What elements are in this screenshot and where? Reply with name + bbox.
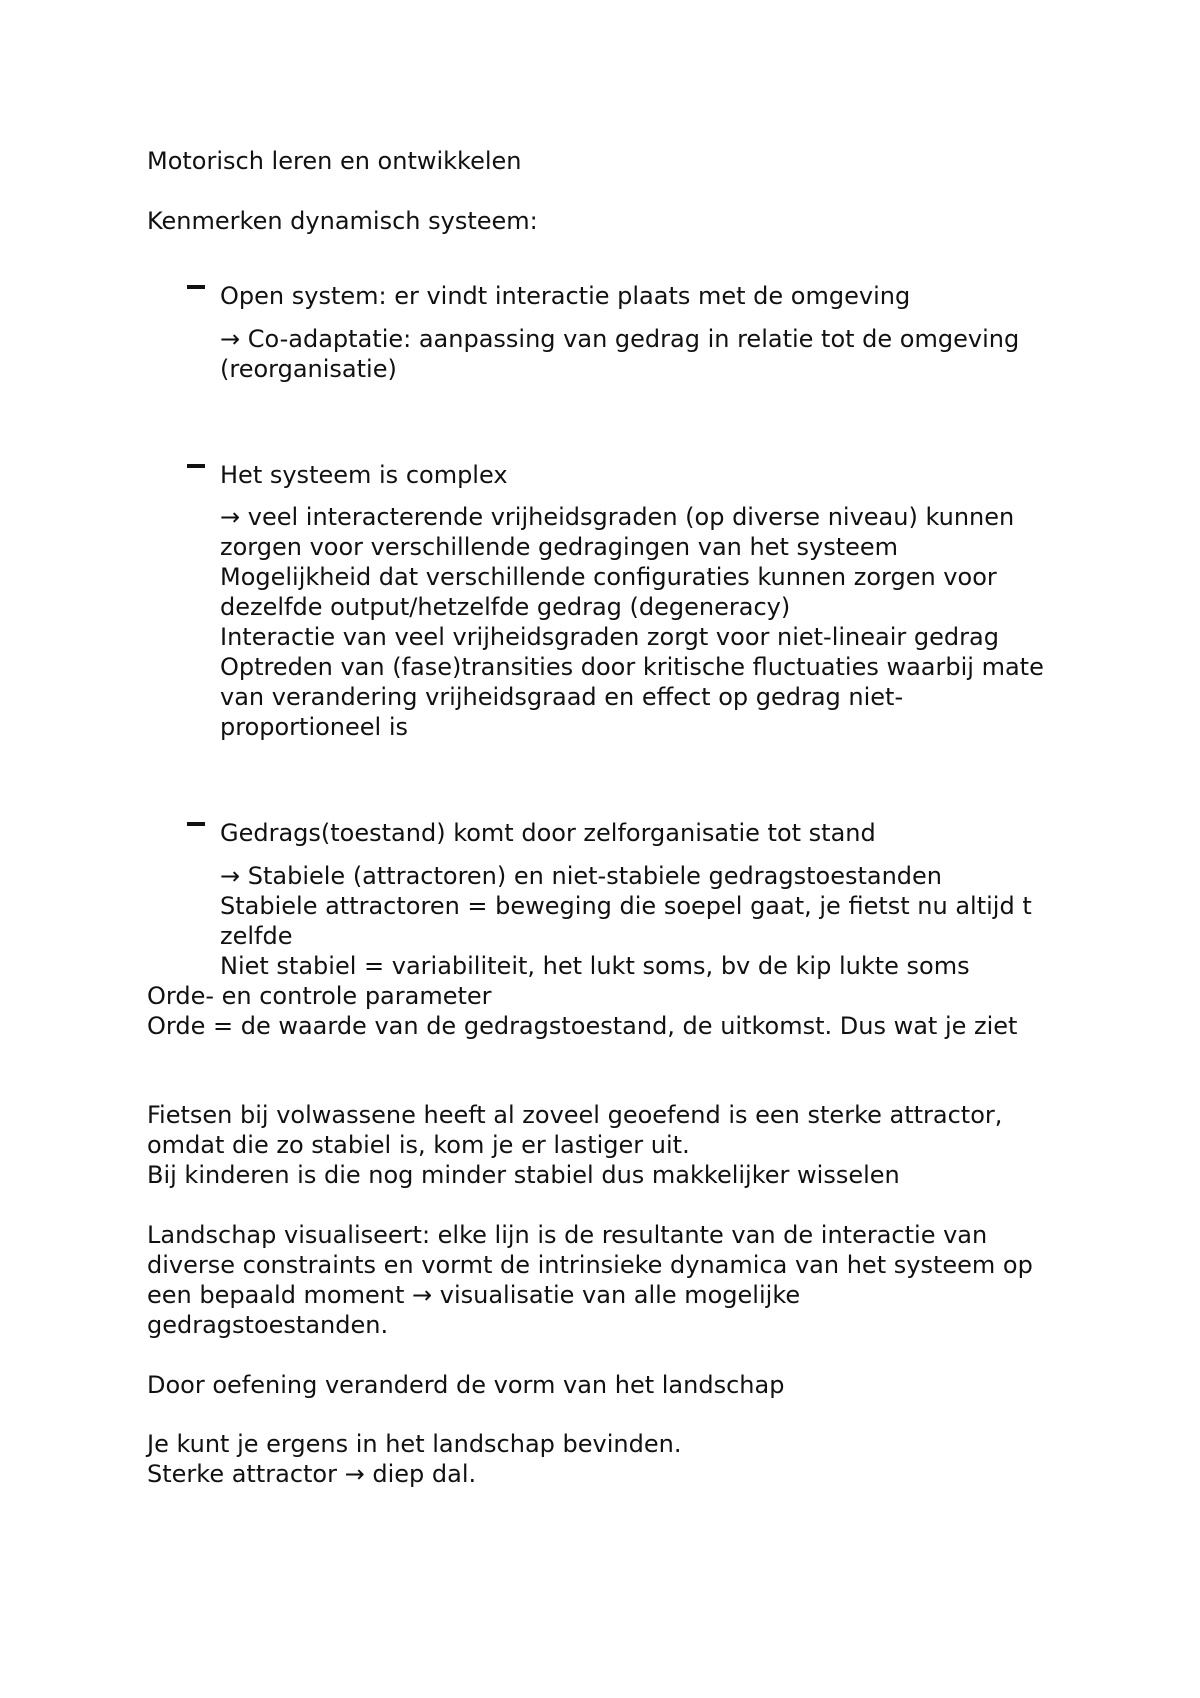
paragraph-line: gedragstoestanden. <box>147 1311 389 1339</box>
bullet-detail-line: Niet stabiel = variabiliteit, het lukt soms, bv de kip lukte soms <box>220 952 970 980</box>
document-title: Motorisch leren en ontwikkelen <box>147 147 522 175</box>
bullet-dash-icon <box>187 285 205 289</box>
paragraph-line: Door oefening veranderd de vorm van het landschap <box>147 1371 785 1399</box>
bullet-detail-line: (reorganisatie) <box>220 355 397 383</box>
paragraph-line: Landschap visualiseert: elke lijn is de resultante van de interactie van <box>147 1221 988 1249</box>
bullet-detail-line: dezelfde output/hetzelfde gedrag (degeneracy) <box>220 593 791 621</box>
orde-line: Orde = de waarde van de gedragstoestand, de uitkomst. Dus wat je ziet <box>147 1012 1018 1040</box>
bullet-detail-line: van verandering vrijheidsgraad en effect op gedrag niet- <box>220 683 904 711</box>
bullet-detail-line: → Co-adaptatie: aanpassing van gedrag in relatie tot de omgeving <box>220 325 1020 353</box>
bullet-detail-line: zelfde <box>220 922 293 950</box>
bullet-item-open-system: Open system: er vindt interactie plaats met de omgeving <box>220 282 911 310</box>
orde-line: Orde- en controle parameter <box>147 982 492 1010</box>
bullet-dash-icon <box>187 822 205 826</box>
paragraph-line: een bepaald moment → visualisatie van alle mogelijke <box>147 1281 801 1309</box>
paragraph-line: Bij kinderen is die nog minder stabiel dus makkelijker wisselen <box>147 1161 900 1189</box>
paragraph-line: diverse constraints en vormt de intrinsieke dynamica van het systeem op <box>147 1251 1033 1279</box>
paragraph-line: Je kunt je ergens in het landschap bevinden. <box>147 1430 682 1458</box>
bullet-detail-line: Mogelijkheid dat verschillende configuraties kunnen zorgen voor <box>220 563 997 591</box>
bullet-detail-line: Optreden van (fase)transities door kritische fluctuaties waarbij mate <box>220 653 1044 681</box>
bullet-detail-line: Stabiele attractoren = beweging die soepel gaat, je fietst nu altijd t <box>220 892 1032 920</box>
bullet-detail-line: Interactie van veel vrijheidsgraden zorgt voor niet-lineair gedrag <box>220 623 999 651</box>
bullet-item-complex: Het systeem is complex <box>220 461 508 489</box>
paragraph-line: Sterke attractor → diep dal. <box>147 1460 477 1488</box>
section-heading: Kenmerken dynamisch systeem: <box>147 207 538 235</box>
paragraph-line: Fietsen bij volwassene heeft al zoveel geoefend is een sterke attractor, <box>147 1101 1003 1129</box>
bullet-detail-line: → Stabiele (attractoren) en niet-stabiele gedragstoestanden <box>220 862 943 890</box>
bullet-detail-line: → veel interacterende vrijheidsgraden (op diverse niveau) kunnen <box>220 503 1015 531</box>
bullet-dash-icon <box>187 464 205 468</box>
bullet-detail-line: zorgen voor verschillende gedragingen van het systeem <box>220 533 899 561</box>
paragraph-line: omdat die zo stabiel is, kom je er lastiger uit. <box>147 1131 690 1159</box>
bullet-detail-line: proportioneel is <box>220 713 409 741</box>
bullet-item-zelforganisatie: Gedrags(toestand) komt door zelforganisatie tot stand <box>220 819 876 847</box>
